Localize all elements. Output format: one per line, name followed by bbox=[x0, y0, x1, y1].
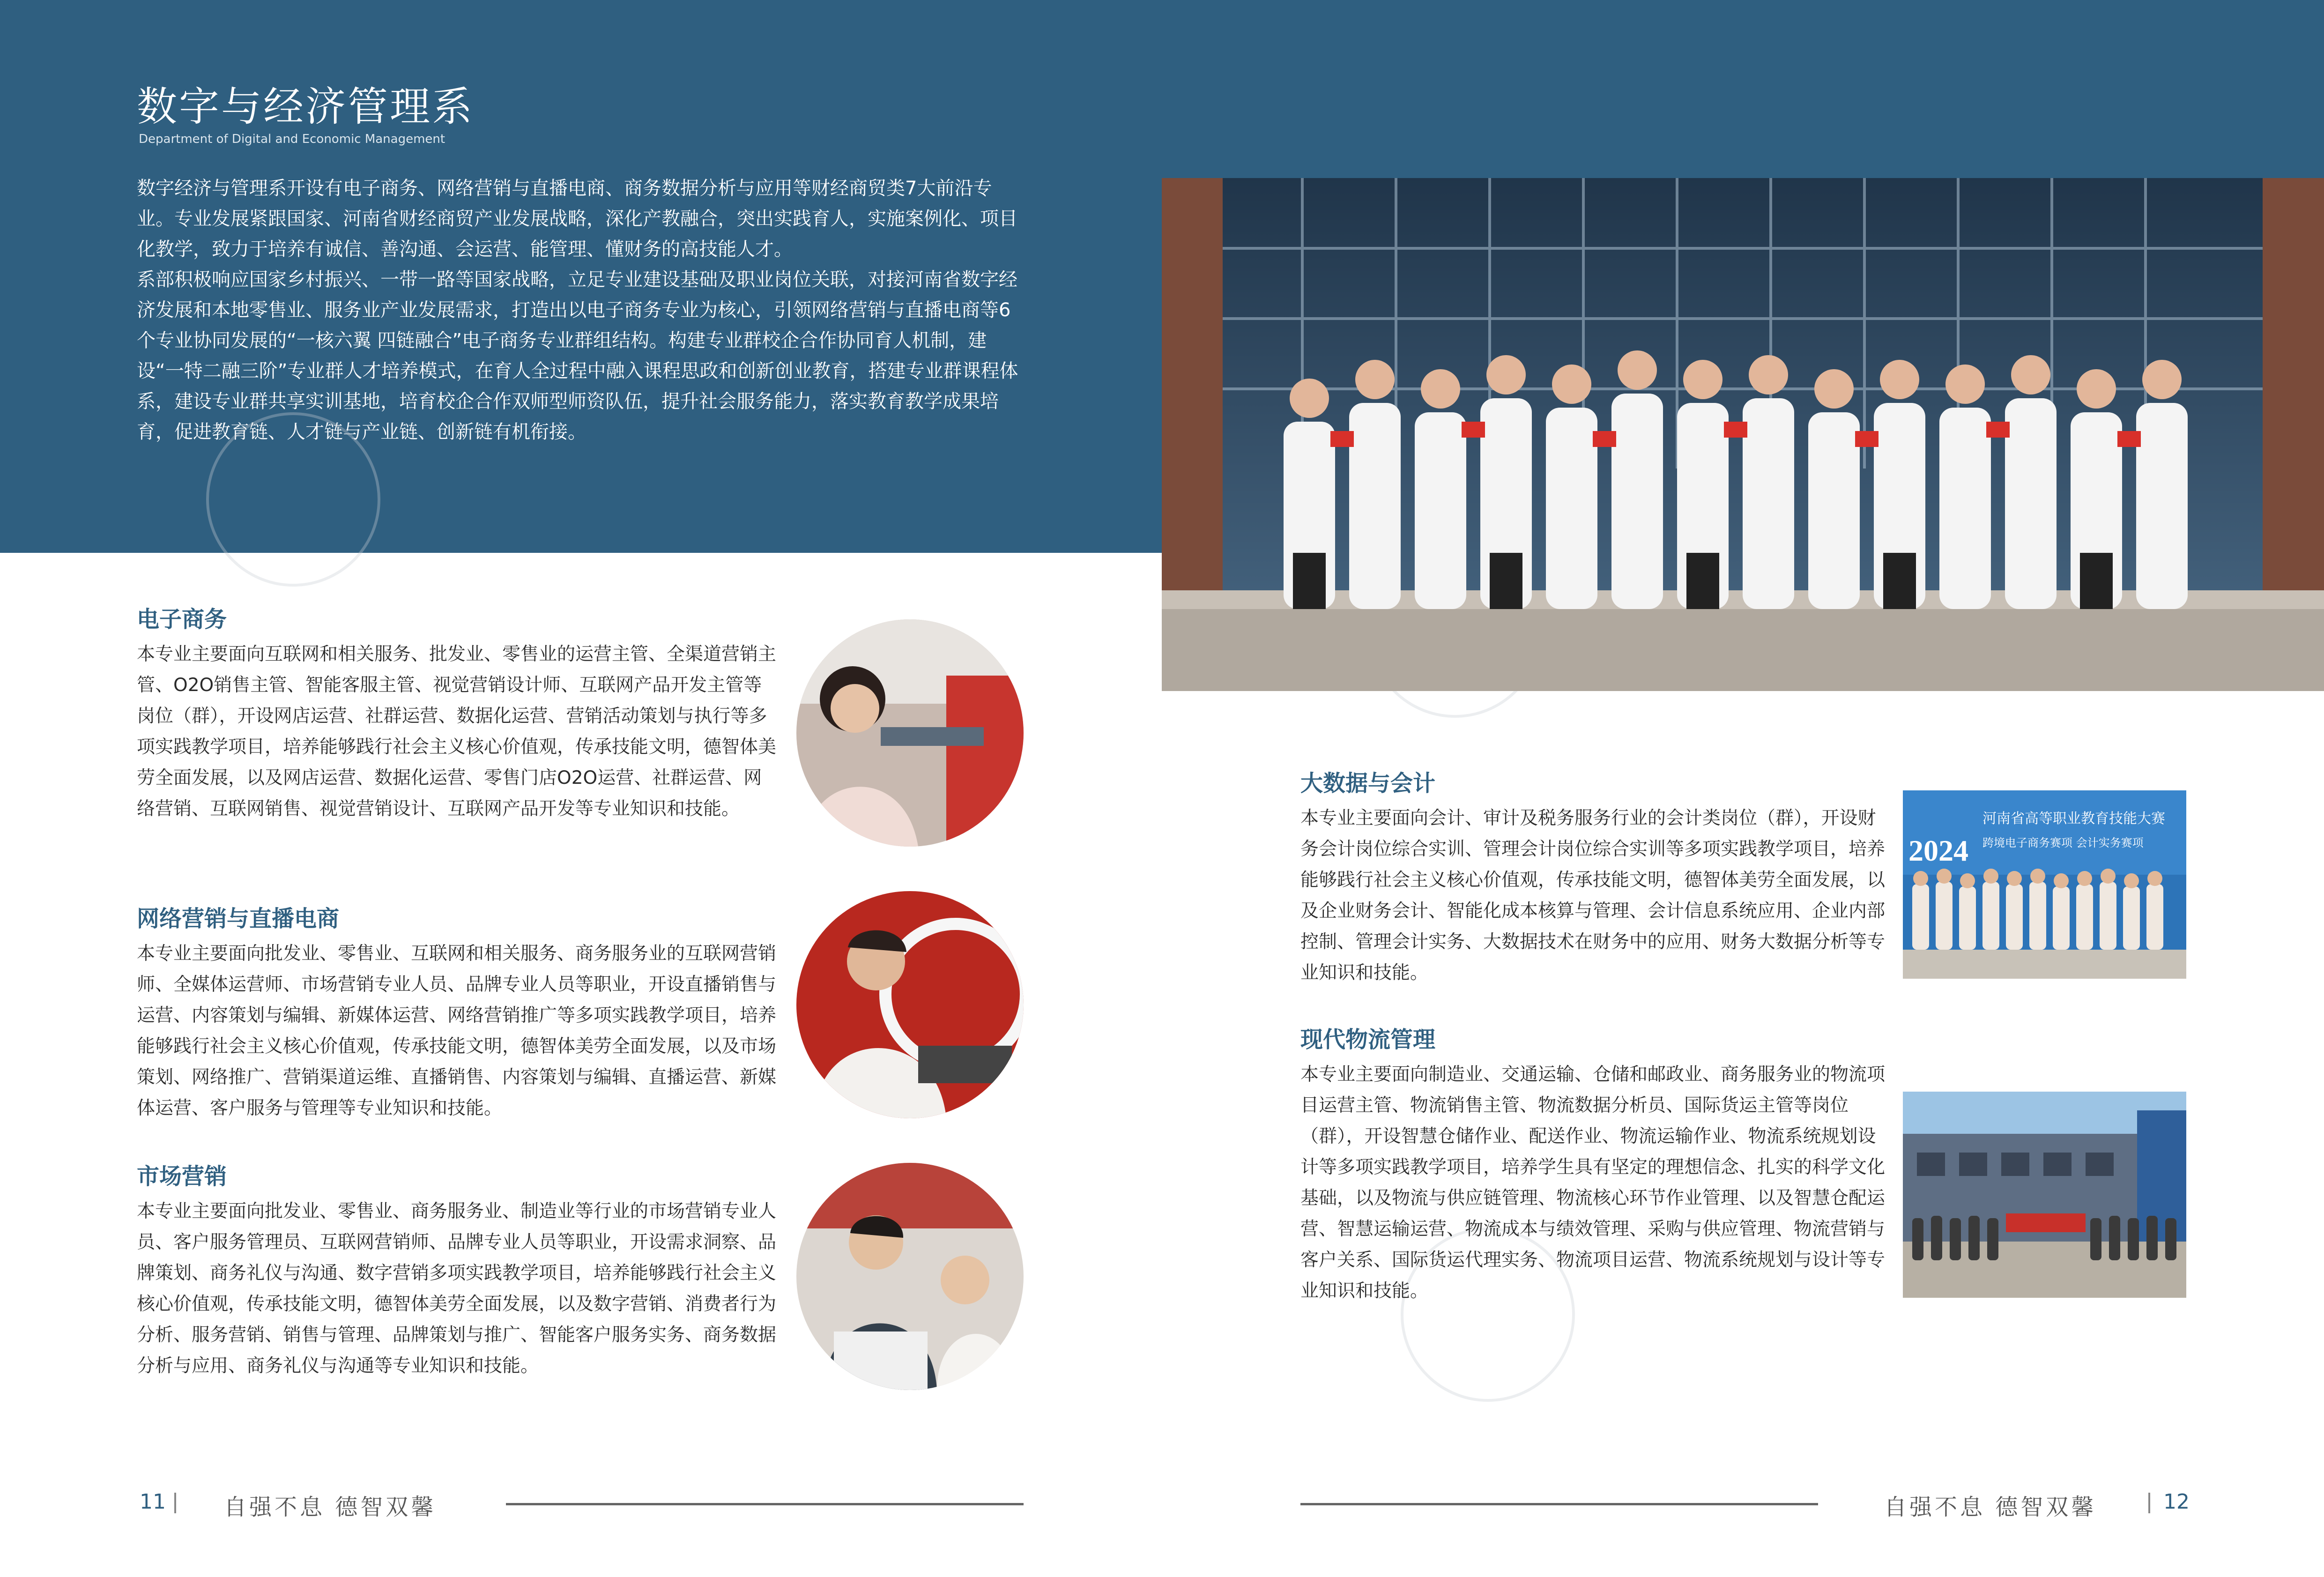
footer-rule-right bbox=[1300, 1503, 1818, 1505]
marketing-photo-illustration bbox=[796, 1163, 1024, 1390]
competition-photo-illustration bbox=[1903, 790, 2186, 979]
section-title: 现代物流管理 bbox=[1300, 1027, 1436, 1053]
banner-line1: 河南省高等职业教育技能大赛 bbox=[1982, 811, 2165, 827]
competition-photo bbox=[1903, 790, 2186, 979]
section-title: 大数据与会计 bbox=[1300, 770, 1436, 796]
section-marketing bbox=[137, 1158, 779, 1382]
section-text: 本专业主要面向制造业、交通运输、仓储和邮政业、商务服务业的物流项目运营主管、物流销售主管、物流数据分析员、国际货运主管等岗位（群），开设智慧仓储作业、配送作业、物流运输作业、物流系统规划设计等多项实践教学项目，培养学生具有坚定的理想信念、扎实的科学文化基础，以及物流与供应链管理、物流核心环节作业管理、以及智慧仓配运营、智慧运输运营、物流成本与绩效管理、采购与供应管理、物流营销与客户关系、国际货运代理实务、物流项目运营、物流系统规划与设计等专业知识和技能。 bbox=[1300, 1064, 1886, 1302]
section-logistics bbox=[1300, 1021, 1891, 1307]
section-text: 本专业主要面向会计、审计及税务服务行业的会计类岗位（群），开设财务会计岗位综合实训、管理会计岗位综合实训等多项实践教学项目，培养能够践行社会主义核心价值观，传承技能文明，德智体美劳全面发展，以及企业财务会计、智能化成本核算与管理、会计信息系统应用、企业内部控制、管理会计实务、大数据技术在财务中的应用、财务大数据分析等专业知识和技能。 bbox=[1300, 808, 1886, 983]
section-ecommerce bbox=[137, 601, 779, 825]
ecommerce-photo-illustration bbox=[796, 619, 1024, 847]
footer-slogan-left: 自强不息 德智双馨 bbox=[224, 1494, 437, 1520]
section-title: 市场营销 bbox=[137, 1163, 227, 1190]
section-title: 电子商务 bbox=[137, 606, 227, 632]
group-photo-illustration bbox=[1162, 178, 2324, 691]
footer-divider bbox=[2148, 1493, 2150, 1513]
ecommerce-photo bbox=[796, 619, 1024, 847]
intro-paragraph: 系部积极响应国家乡村振兴、一带一路等国家战略，立足专业建设基础及职业岗位关联，对接河南省数字经济发展和本地零售业、服务业产业发展需求，打造出以电子商务专业为核心，引领网络营销与直播电商等6个专业协同发展的“一核六翼 四链融合”电子商务专业群组结构。构建专业群校企合作协同育人机制，建设“一特二融三阶”专业群人才培养模式，在育人全过程中融入课程思政和创新创业教育，搭建专业群课程体系，建设专业群共享实训基地，培育校企合作双师型师资队伍，提升社会服务能力，落实教育教学成果培育，促进教育链、人才链与产业链、创新链有机衔接。 bbox=[137, 269, 1018, 443]
group-photo bbox=[1162, 178, 2324, 691]
banner-line2: 跨境电子商务赛项 会计实务赛项 bbox=[1982, 836, 2144, 849]
logistics-photo bbox=[1903, 1092, 2186, 1298]
page-number-left: 11 bbox=[140, 1490, 166, 1514]
banner-year: 2024 bbox=[1908, 834, 1968, 867]
page-subtitle: Department of Digital and Economic Management bbox=[139, 132, 445, 146]
section-text: 本专业主要面向批发业、零售业、互联网和相关服务、商务服务业的互联网营销师、全媒体运营师、市场营销专业人员、品牌专业人员等职业，开设直播销售与运营、内容策划与编辑、新媒体运营、网络营销推广等多项实践教学项目，培养能够践行社会主义核心价值观，传承技能文明，德智体美劳全面发展，以及市场策划、网络推广、营销渠道运维、直播销售、内容策划与编辑、直播运营、新媒体运营、客户服务与管理等专业知识和技能。 bbox=[137, 943, 777, 1119]
section-live-commerce bbox=[137, 900, 779, 1124]
page-title: 数字与经济管理系 bbox=[137, 83, 474, 130]
live-commerce-photo bbox=[796, 891, 1024, 1118]
intro-paragraph: 数字经济与管理系开设有电子商务、网络营销与直播电商、商务数据分析与应用等财经商贸类7大前沿专业。专业发展紧跟国家、河南省财经商贸产业发展战略，深化产教融合，突出实践育人，实施案例化、项目化教学，致力于培养有诚信、善沟通、会运营、能管理、懂财务的高技能人才。 bbox=[137, 178, 1017, 260]
section-text: 本专业主要面向批发业、零售业、商务服务业、制造业等行业的市场营销专业人员、客户服务管理员、互联网营销师、品牌专业人员等职业，开设需求洞察、品牌策划、商务礼仪与沟通、数字营销多项实践教学项目，培养能够践行社会主义核心价值观，传承技能文明，德智体美劳全面发展，以及数字营销、消费者行为分析、服务营销、销售与管理、品牌策划与推广、智能客户服务实务、商务数据分析与应用、商务礼仪与沟通等专业知识和技能。 bbox=[137, 1201, 777, 1376]
marketing-photo bbox=[796, 1163, 1024, 1390]
section-accounting bbox=[1300, 765, 1891, 989]
section-text: 本专业主要面向互联网和相关服务、批发业、零售业的运营主管、全渠道营销主管、O2O销售主管、智能客服主管、视觉营销设计师、互联网产品开发主管等岗位（群），开设网店运营、社群运营、数据化运营、营销活动策划与执行等多项实践教学项目，培养能够践行社会主义核心价值观，传承技能文明，德智体美劳全面发展，以及网店运营、数据化运营、零售门店O2O运营、社群运营、网络营销、互联网销售、视觉营销设计、互联网产品开发等专业知识和技能。 bbox=[137, 644, 777, 819]
page-number-right: 12 bbox=[2163, 1490, 2190, 1514]
footer-slogan-right: 自强不息 德智双馨 bbox=[1884, 1494, 2097, 1520]
section-title: 网络营销与直播电商 bbox=[137, 906, 340, 932]
intro-text bbox=[137, 173, 1027, 447]
live-commerce-photo-illustration bbox=[796, 891, 1024, 1118]
footer-divider bbox=[174, 1493, 176, 1513]
footer-rule-left bbox=[506, 1503, 1024, 1505]
logistics-photo-illustration bbox=[1903, 1092, 2186, 1298]
